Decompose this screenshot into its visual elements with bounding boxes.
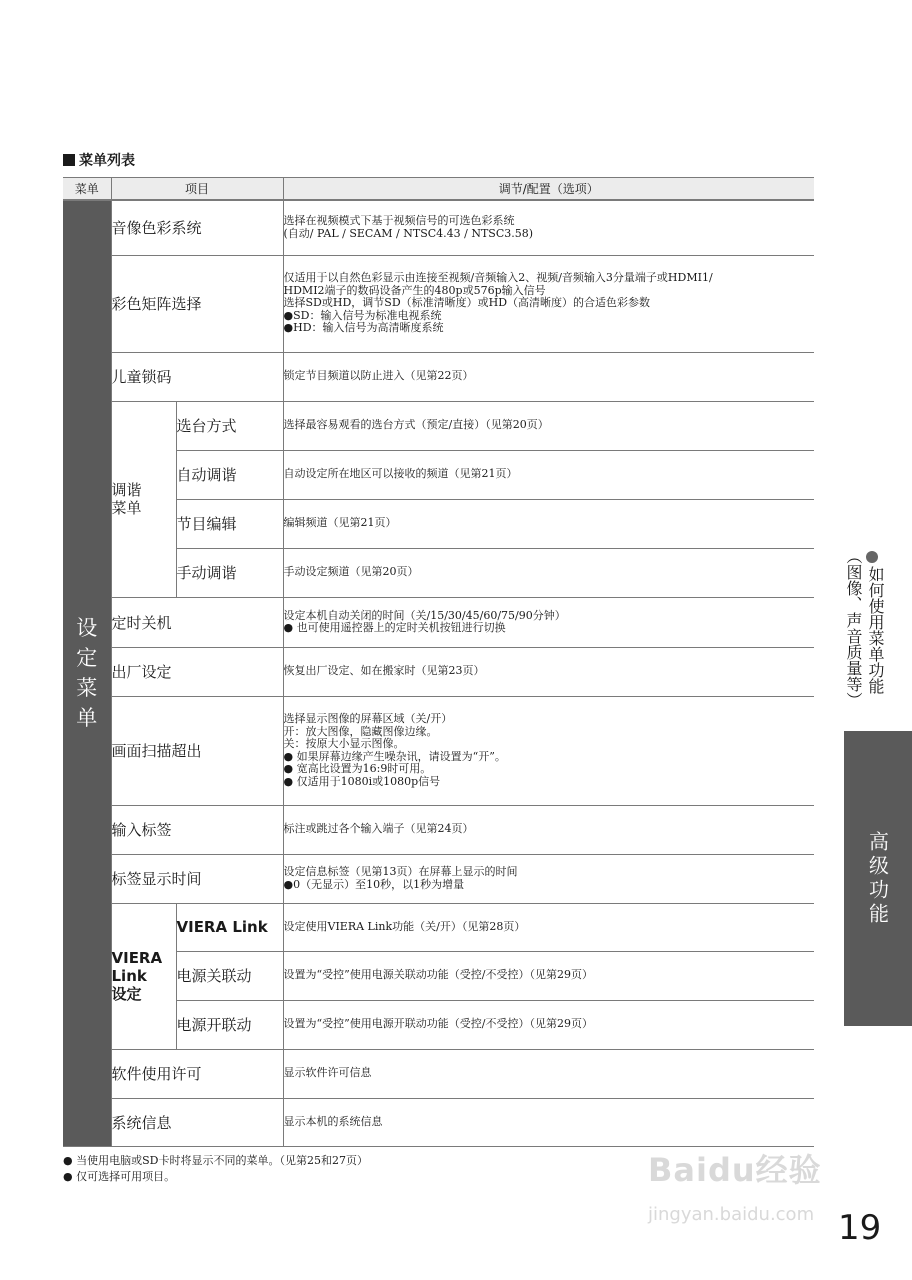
- item-desc: 设定信息标签（见第13页）在屏幕上显示的时间 ●0（无显示）至10秒，以1秒为增量: [283, 854, 814, 903]
- item-desc: 选择最容易观看的选台方式（预定/直接）（见第20页）: [283, 401, 814, 450]
- page-number: 19: [838, 1208, 882, 1248]
- item-name: 画面扫描超出: [111, 696, 283, 805]
- group-label: VIERA Link 设定: [111, 903, 176, 1049]
- item-desc: 显示软件许可信息: [283, 1049, 814, 1098]
- item-name: 儿童锁码: [111, 352, 283, 401]
- item-name: VIERA Link: [176, 903, 283, 951]
- header-setting: 调节/配置（选项）: [283, 178, 814, 201]
- item-name: 节目编辑: [176, 499, 283, 548]
- item-name: 标签显示时间: [111, 854, 283, 903]
- item-name: 电源关联动: [176, 951, 283, 1000]
- table-row: [63, 1098, 814, 1146]
- group-label: 调谐 菜单: [111, 401, 176, 597]
- item-desc: 仅适用于以自然色彩显示由连接至视频/音频输入2、视频/音频输入3分量端子或HDMI1/ HDMI2端子的数码设备产生的480p或576p输入信号 选择SD或HD，调节SD（标准清晰度）或HD（高清晰度）的合适色彩参数 ●SD：输入信号为标准电视系统 ●HD：输入信号为高清晰度系统: [283, 255, 814, 352]
- item-desc: 设置为“受控”使用电源关联动功能（受控/不受控）（见第29页）: [283, 951, 814, 1000]
- item-name: 输入标签: [111, 805, 283, 854]
- item-name: 软件使用许可: [111, 1049, 283, 1098]
- item-name: 手动调谐: [176, 548, 283, 597]
- item-name: 选台方式: [176, 401, 283, 450]
- table-row: [63, 1049, 814, 1098]
- category-label: 设定菜单: [76, 616, 98, 731]
- header-menu: 菜单: [63, 178, 111, 201]
- item-name: 系统信息: [111, 1098, 283, 1146]
- category-cell: [63, 200, 111, 1146]
- table-row: [63, 805, 814, 854]
- section-title-text: 菜单列表: [79, 153, 135, 169]
- header-item: 项目: [111, 178, 283, 201]
- item-desc: 恢复出厂设定、如在搬家时（见第23页）: [283, 647, 814, 696]
- table-row: [63, 352, 814, 401]
- menu-table: [63, 177, 814, 1147]
- table-header-row: [63, 178, 814, 201]
- table-row: [63, 548, 814, 597]
- item-desc: 选择显示图像的屏幕区域（关/开） 开：放大图像，隐藏图像边缘。 关：按原大小显示图像。 ● 如果屏幕边缘产生噪杂讯，请设置为“开”。 ● 宽高比设置为16:9时可用。 ● 仅适用于1080i或1080p信号: [283, 696, 814, 805]
- item-name: 自动调谐: [176, 450, 283, 499]
- item-desc: 显示本机的系统信息: [283, 1098, 814, 1146]
- table-row: [63, 951, 814, 1000]
- item-desc: 标注或跳过各个输入端子（见第24页）: [283, 805, 814, 854]
- table-row: [63, 647, 814, 696]
- item-desc: 编辑频道（见第21页）: [283, 499, 814, 548]
- table-row: [63, 597, 814, 647]
- watermark-url: jingyan.baidu.com: [648, 1204, 815, 1225]
- table-row: [63, 1000, 814, 1049]
- watermark-logo: Baidu经验: [648, 1151, 822, 1189]
- item-desc: 锁定节目频道以防止进入（见第22页）: [283, 352, 814, 401]
- item-desc: 手动设定频道（见第20页）: [283, 548, 814, 597]
- side-heading-line1: 如何使用菜单功能: [866, 566, 885, 694]
- footnote: ● 当使用电脑或SD卡时将显示不同的菜单。（见第25和27页）: [63, 1154, 368, 1167]
- section-title: [63, 150, 135, 170]
- square-bullet-icon: [63, 154, 75, 166]
- item-desc: 设定使用VIERA Link功能（关/开）（见第28页）: [283, 903, 814, 951]
- side-tab-label: 高级功能: [865, 830, 890, 927]
- table-row: [63, 696, 814, 805]
- table-row: [63, 854, 814, 903]
- item-desc: 选择在视频模式下基于视频信号的可选色彩系统 (自动/ PAL / SECAM / NTSC4.43 / NTSC3.58): [283, 200, 814, 255]
- item-name: 出厂设定: [111, 647, 283, 696]
- item-name: 定时关机: [111, 597, 283, 647]
- item-desc: 设定本机自动关闭的时间（关/15/30/45/60/75/90分钟） ● 也可使用遥控器上的定时关机按钮进行切换: [283, 597, 814, 647]
- item-name: 彩色矩阵选择: [111, 255, 283, 352]
- table-row: [63, 401, 814, 450]
- footnotes: [63, 1153, 368, 1185]
- side-heading: [834, 548, 894, 726]
- item-desc: 自动设定所在地区可以接收的频道（见第21页）: [283, 450, 814, 499]
- table-row: [63, 450, 814, 499]
- item-desc: 设置为“受控”使用电源开联动功能（受控/不受控）（见第29页）: [283, 1000, 814, 1049]
- item-name: 音像色彩系统: [111, 200, 283, 255]
- footnote: ● 仅可选择可用项目。: [63, 1170, 176, 1183]
- side-tab: [844, 731, 912, 1026]
- table-row: [63, 903, 814, 951]
- table-row: [63, 255, 814, 352]
- item-name: 电源开联动: [176, 1000, 283, 1049]
- table-row: [63, 499, 814, 548]
- side-heading-line2: （图像、声音质量等）: [844, 548, 863, 708]
- table-row: [63, 200, 814, 255]
